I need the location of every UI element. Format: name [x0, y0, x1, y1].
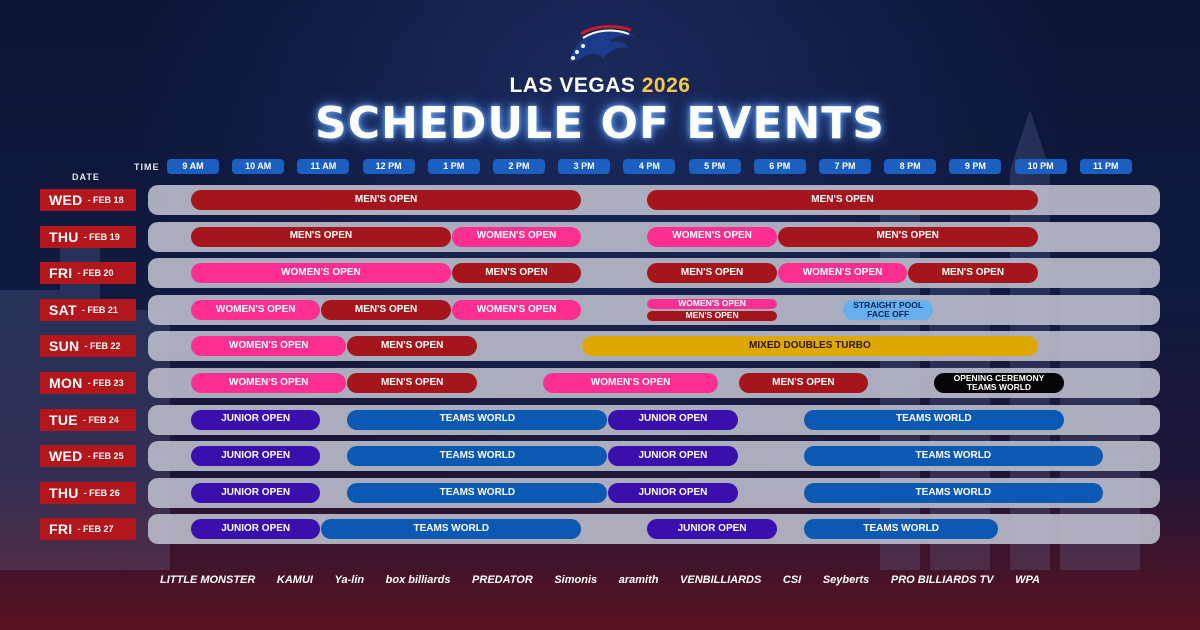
event-bar[interactable]: MEN'S OPEN [908, 263, 1037, 283]
event-bar[interactable]: MEN'S OPEN [347, 336, 476, 356]
event-bar[interactable]: MEN'S OPEN [452, 263, 581, 283]
day-name: WED [49, 192, 83, 208]
event-bar[interactable]: JUNIOR OPEN [608, 446, 737, 466]
sponsor-logo-box-billiards: box billiards [385, 574, 451, 586]
event-bar[interactable]: JUNIOR OPEN [647, 519, 776, 539]
day-label [40, 262, 136, 284]
sponsor-logo-aramith: aramith [618, 574, 659, 586]
subtitle-location: LAS VEGAS [509, 74, 636, 97]
time-slot-4-pm: 4 PM [623, 159, 675, 174]
event-bar[interactable]: MEN'S OPEN [647, 263, 776, 283]
event-bar[interactable]: WOMEN'S OPEN [191, 263, 451, 283]
event-bar[interactable]: MEN'S OPEN [321, 300, 450, 320]
day-date: - FEB 23 [87, 378, 124, 388]
event-bar[interactable]: WOMEN'S OPEN [452, 300, 581, 320]
day-date: - FEB 21 [81, 304, 118, 315]
time-slot-3-pm: 3 PM [558, 159, 610, 174]
event-bar[interactable]: MEN'S OPEN [191, 227, 451, 247]
event-bar[interactable]: WOMEN'S OPEN [191, 373, 346, 393]
event-bar[interactable]: TEAMS WORLD [804, 410, 1064, 430]
day-label [40, 335, 136, 357]
event-bar[interactable]: MIXED DOUBLES TURBO [582, 336, 1037, 356]
time-slot-9-pm: 9 PM [949, 159, 1001, 174]
event-bar[interactable]: TEAMS WORLD [347, 410, 607, 430]
event-bar[interactable]: WOMEN'S OPEN [191, 300, 320, 320]
time-slot-8-pm: 8 PM [884, 159, 936, 174]
event-bar[interactable]: JUNIOR OPEN [608, 483, 737, 503]
day-label [40, 189, 136, 211]
day-date: - FEB 25 [87, 451, 124, 462]
event-bar[interactable]: WOMEN'S OPEN [543, 373, 718, 393]
time-row-label: TIME [134, 162, 160, 172]
day-name: SUN [49, 338, 80, 355]
time-slot-11-am: 11 AM [297, 159, 349, 174]
event-bar[interactable]: JUNIOR OPEN [191, 519, 320, 539]
event-bar[interactable]: OPENING CEREMONY TEAMS WORLD [934, 373, 1063, 393]
time-slot-10-pm: 10 PM [1015, 159, 1067, 174]
event-logo-icon [563, 22, 637, 66]
event-bar[interactable]: MEN'S OPEN [647, 190, 1037, 210]
event-bar[interactable]: TEAMS WORLD [347, 446, 607, 466]
day-name: WED [49, 448, 83, 465]
event-bar[interactable]: JUNIOR OPEN [608, 410, 737, 430]
sponsor-logo-pro-billiards-tv: PRO BILLIARDS TV [890, 574, 994, 586]
event-bar[interactable]: TEAMS WORLD [804, 483, 1103, 503]
day-label [40, 482, 136, 504]
event-bar[interactable]: TEAMS WORLD [347, 483, 607, 503]
day-name: THU [49, 228, 79, 245]
day-name: THU [49, 484, 79, 501]
sponsor-logo-ya-lin: Ya-lin [334, 574, 365, 586]
day-name: MON [49, 375, 83, 391]
sponsor-logo-simonis: Simonis [554, 574, 598, 586]
subtitle-year: 2026 [641, 74, 691, 97]
day-date: - FEB 27 [77, 524, 114, 535]
event-bar[interactable]: MEN'S OPEN [191, 190, 581, 210]
sponsor-logo-csi: CSI [782, 574, 802, 586]
time-slot-7-pm: 7 PM [819, 159, 871, 174]
day-label [40, 445, 136, 467]
event-subtitle [0, 74, 1200, 98]
event-bar[interactable]: MEN'S OPEN [778, 227, 1038, 247]
sponsor-logo-wpa: WPA [1015, 574, 1040, 586]
sponsor-logo-kamui: KAMUI [276, 574, 313, 586]
day-date: - FEB 19 [83, 231, 120, 242]
day-label [40, 372, 136, 394]
event-bar[interactable]: TEAMS WORLD [321, 519, 581, 539]
event-bar[interactable]: TEAMS WORLD [804, 446, 1103, 466]
day-label [40, 226, 136, 248]
day-date: - FEB 20 [77, 268, 114, 279]
sponsor-bar [160, 560, 1040, 600]
event-bar[interactable]: JUNIOR OPEN [191, 446, 320, 466]
event-bar[interactable]: STRAIGHT POOL FACE OFF [843, 300, 933, 320]
event-bar[interactable]: JUNIOR OPEN [191, 483, 320, 503]
day-label [40, 518, 136, 540]
sponsor-logo-seyberts: Seyberts [822, 574, 870, 586]
time-slot-10-am: 10 AM [232, 159, 284, 174]
day-name: FRI [49, 265, 73, 282]
day-date: - FEB 18 [87, 195, 124, 205]
day-label [40, 409, 136, 431]
event-bar[interactable]: WOMEN'S OPEN [452, 227, 581, 247]
time-slot-12-pm: 12 PM [363, 159, 415, 174]
sponsor-logo-little-monster: LITTLE MONSTER [160, 574, 256, 586]
event-bar[interactable]: JUNIOR OPEN [191, 410, 320, 430]
day-date: - FEB 22 [84, 341, 121, 352]
day-date: - FEB 24 [82, 414, 119, 425]
event-bar[interactable]: WOMEN'S OPEN [647, 299, 776, 309]
date-column-label: DATE [72, 172, 100, 182]
sponsor-logo-predator: PREDATOR [472, 574, 533, 586]
day-label [40, 299, 136, 321]
time-slot-6-pm: 6 PM [754, 159, 806, 174]
event-bar[interactable]: WOMEN'S OPEN [647, 227, 776, 247]
day-name: TUE [49, 411, 78, 428]
day-name: FRI [49, 521, 73, 538]
day-date: - FEB 26 [83, 487, 120, 498]
event-bar[interactable]: TEAMS WORLD [804, 519, 999, 539]
event-bar[interactable]: MEN'S OPEN [739, 373, 868, 393]
time-slot-11-pm: 11 PM [1080, 159, 1132, 174]
time-slot-5-pm: 5 PM [689, 159, 741, 174]
event-bar[interactable]: MEN'S OPEN [647, 311, 776, 321]
time-slot-1-pm: 1 PM [428, 159, 480, 174]
event-bar[interactable]: WOMEN'S OPEN [191, 336, 346, 356]
page-title: SCHEDULE OF EVENTS [315, 98, 885, 149]
day-name: SAT [49, 301, 77, 318]
event-bar[interactable]: MEN'S OPEN [347, 373, 476, 393]
event-bar[interactable]: WOMEN'S OPEN [778, 263, 907, 283]
time-slot-2-pm: 2 PM [493, 159, 545, 174]
sponsor-logo-venbilliards: VENBILLIARDS [680, 574, 762, 586]
time-slot-9-am: 9 AM [167, 159, 219, 174]
